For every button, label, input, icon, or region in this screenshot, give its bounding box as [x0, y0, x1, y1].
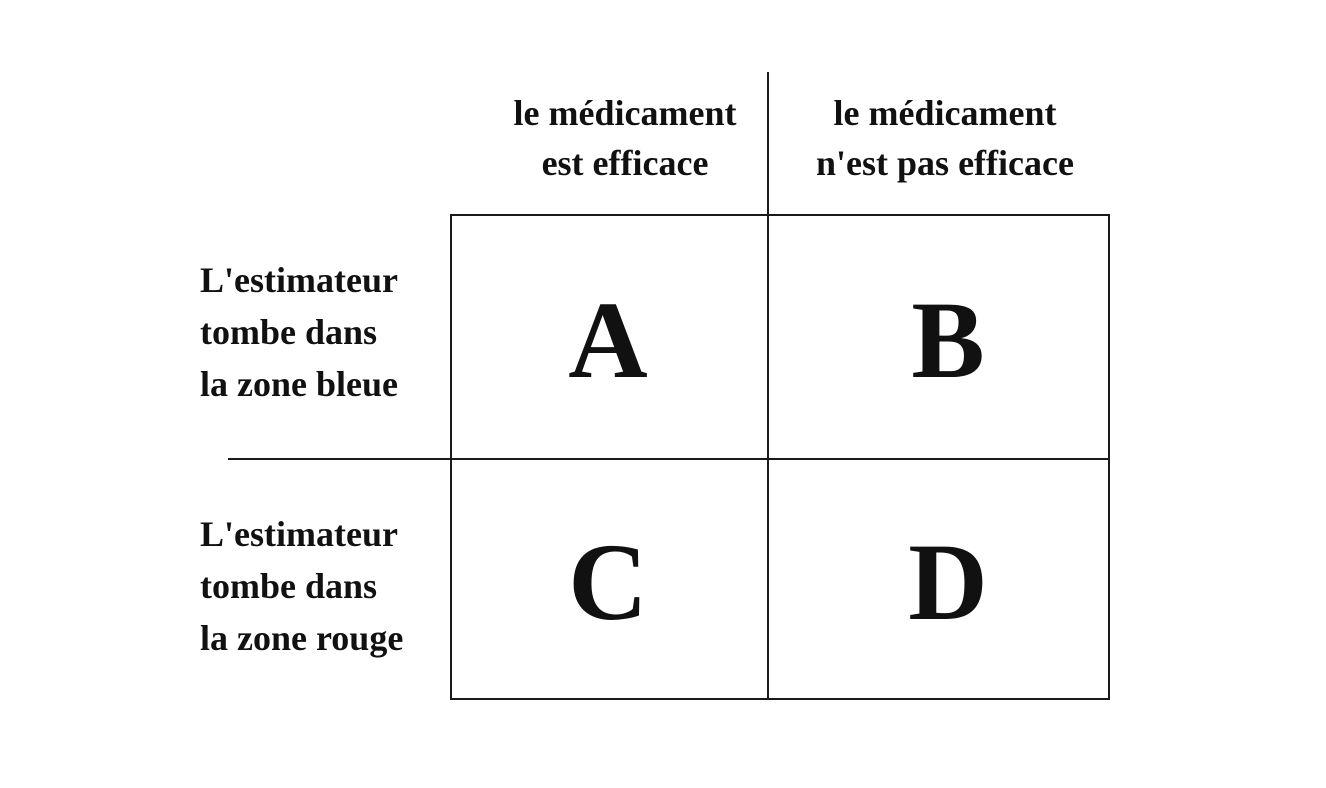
cell-b: B	[911, 279, 985, 401]
cell-a: A	[568, 279, 648, 401]
grid-bottom-border	[451, 698, 1110, 700]
row-header-red-zone: L'estimateur tombe dans la zone rouge	[200, 514, 404, 658]
cell-c: C	[568, 521, 648, 643]
column-header-not-effective: le médicament n'est pas efficace	[816, 93, 1074, 183]
grid-horizontal-divider	[228, 458, 1110, 460]
grid-right-border	[1108, 214, 1110, 700]
cell-d: D	[908, 521, 988, 643]
grid-left-border	[450, 214, 452, 700]
column-header-effective: le médicament est efficace	[513, 93, 737, 183]
row-header-blue-zone: L'estimateur tombe dans la zone bleue	[200, 260, 398, 404]
grid-top-border	[451, 214, 1110, 216]
